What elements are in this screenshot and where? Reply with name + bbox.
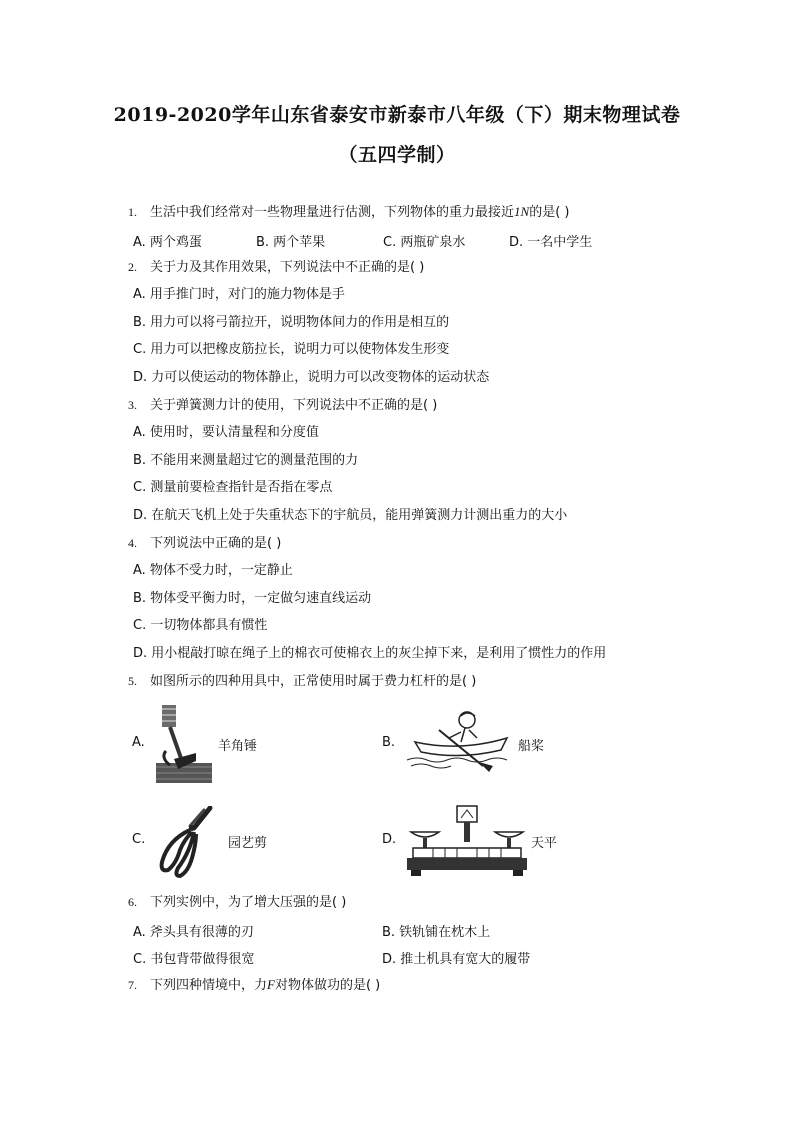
- question-number: 6.: [128, 895, 137, 909]
- question-6-option-a[interactable]: A. 斧头具有很薄的刃: [133, 925, 254, 940]
- unit-newton: 1N: [514, 204, 530, 219]
- garden-shears-figure: [154, 806, 220, 880]
- question-6-option-d[interactable]: D. 推土机具有宽大的履带: [382, 952, 531, 967]
- question-7-stem: 7. 下列四种情境中，力F对物体做功的是( ): [128, 977, 381, 993]
- question-2-option-b[interactable]: B. 用力可以将弓箭拉开，说明物体间力的作用是相互的: [133, 315, 450, 330]
- question-5-option-a-letter[interactable]: A.: [132, 735, 145, 750]
- question-4-stem: 4. 下列说法中正确的是( ): [128, 536, 282, 551]
- question-5-option-d-label: 天平: [531, 836, 558, 851]
- question-number: 2.: [128, 260, 137, 274]
- force-variable: F: [267, 977, 275, 992]
- question-1-option-d[interactable]: D. 一名中学生: [509, 235, 593, 250]
- claw-hammer-figure: [152, 703, 216, 785]
- question-5-option-a-label: 羊角锤: [218, 739, 258, 754]
- question-5-stem: 5. 如图所示的四种用具中，正常使用时属于费力杠杆的是( ): [128, 674, 477, 689]
- question-1-option-b[interactable]: B. 两个苹果: [256, 235, 326, 250]
- question-4-option-b[interactable]: B. 物体受平衡力时，一定做匀速直线运动: [133, 591, 372, 606]
- question-6-option-c[interactable]: C. 书包背带做得很宽: [133, 952, 255, 967]
- question-6-stem: 6. 下列实例中，为了增大压强的是( ): [128, 895, 347, 910]
- boat-paddle-figure: [405, 708, 515, 774]
- question-3-option-c[interactable]: C. 测量前要检查指针是否指在零点: [133, 480, 333, 495]
- question-3-option-d[interactable]: D. 在航天飞机上处于失重状态下的宇航员，能用弹簧测力计测出重力的大小: [133, 508, 568, 523]
- question-4-option-c[interactable]: C. 一切物体都具有惯性: [133, 618, 268, 633]
- question-2-stem: 2. 关于力及其作用效果，下列说法中不正确的是( ): [128, 260, 425, 275]
- question-4-option-a[interactable]: A. 物体不受力时，一定静止: [133, 563, 293, 578]
- question-1-stem: 1. 生活中我们经常对一些物理量进行估测，下列物体的重力最接近1N的是( ): [128, 204, 570, 220]
- question-number: 5.: [128, 674, 137, 688]
- exam-title-line-1: 2019-2020学年山东省泰安市新泰市八年级（下）期末物理试卷: [113, 104, 681, 126]
- question-1-option-c[interactable]: C. 两瓶矿泉水: [383, 235, 466, 250]
- question-5-option-b-label: 船桨: [518, 739, 545, 754]
- question-3-stem: 3. 关于弹簧测力计的使用，下列说法中不正确的是( ): [128, 398, 438, 413]
- question-5-option-c-label: 园艺剪: [228, 836, 268, 851]
- question-4-option-d[interactable]: D. 用小棍敲打晾在绳子上的棉衣可使棉衣上的灰尘掉下来，是利用了惯性力的作用: [133, 646, 607, 661]
- question-2-option-d[interactable]: D. 力可以使运动的物体静止，说明力可以改变物体的运动状态: [133, 370, 490, 385]
- question-5-option-d-letter[interactable]: D.: [382, 832, 397, 847]
- question-number: 1.: [128, 205, 137, 219]
- question-6-option-b[interactable]: B. 铁轨铺在枕木上: [382, 925, 491, 940]
- question-1-option-a[interactable]: A. 两个鸡蛋: [133, 235, 202, 250]
- question-5-option-b-letter[interactable]: B.: [382, 735, 396, 750]
- question-3-option-a[interactable]: A. 使用时，要认清量程和分度值: [133, 425, 319, 440]
- question-2-option-c[interactable]: C. 用力可以把橡皮筋拉长，说明力可以使物体发生形变: [133, 342, 450, 357]
- balance-scale-figure: [403, 802, 531, 878]
- question-number: 4.: [128, 536, 137, 550]
- exam-title-line-2: （五四学制）: [338, 144, 456, 166]
- question-2-option-a[interactable]: A. 用手推门时，对门的施力物体是手: [133, 287, 345, 302]
- question-5-option-c-letter[interactable]: C.: [132, 832, 146, 847]
- question-number: 3.: [128, 398, 137, 412]
- question-3-option-b[interactable]: B. 不能用来测量超过它的测量范围的力: [133, 453, 359, 468]
- question-number: 7.: [128, 978, 137, 992]
